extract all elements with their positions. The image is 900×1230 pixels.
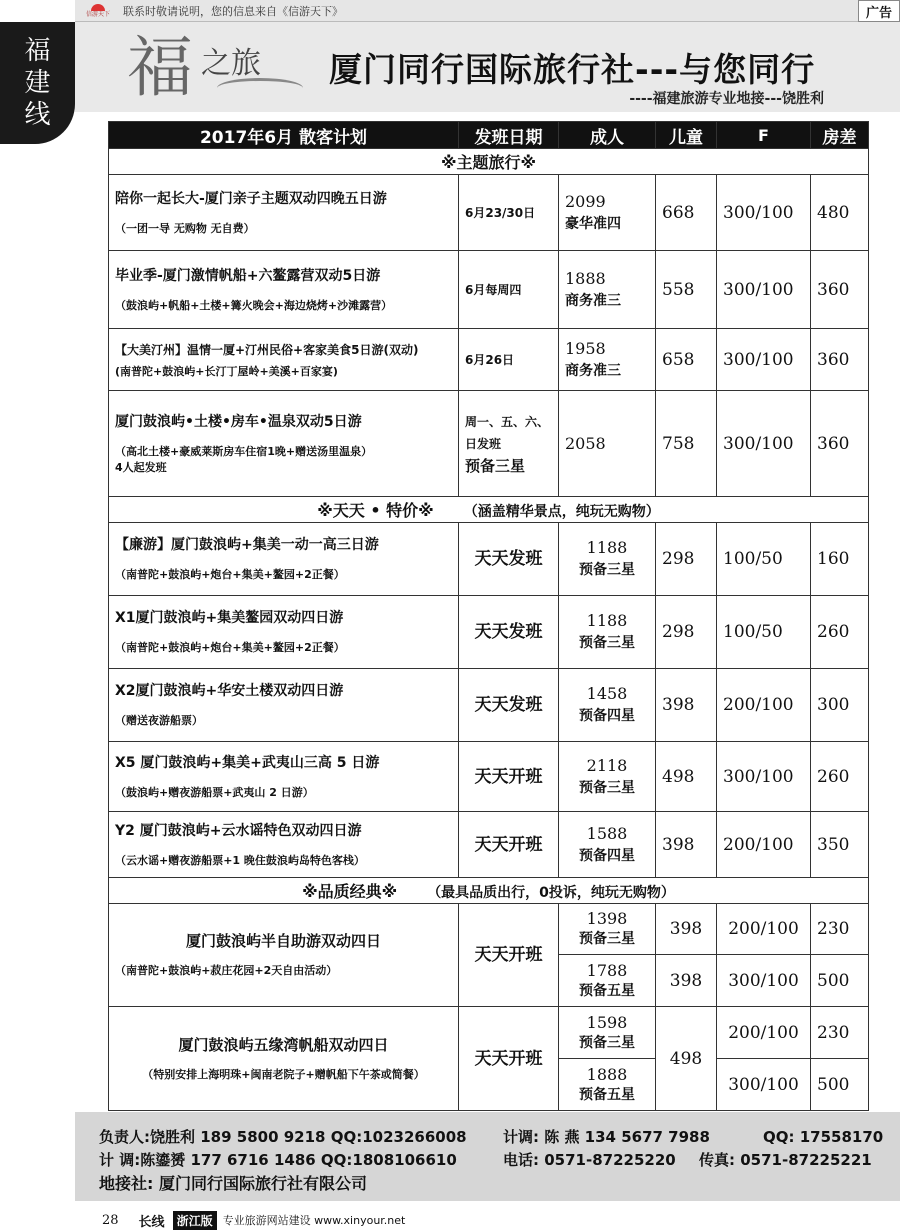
child-price: 558: [656, 251, 717, 329]
adult-price: 1788: [586, 960, 628, 980]
table-row: [109, 329, 869, 391]
adult-price: 2118: [586, 755, 628, 775]
header-plan: 2017年6月 散客计划: [109, 122, 459, 149]
table-row: [109, 251, 869, 329]
f-price: 300/100: [717, 175, 811, 251]
edition-badge: 浙江版: [173, 1211, 217, 1230]
manager-contact: 负责人:饶胜利 189 5800 9218 QQ:1023266008: [99, 1128, 467, 1146]
child-price: 398: [656, 812, 717, 878]
room-diff: 160: [811, 523, 869, 596]
tour-desc: （鼓浪屿+赠夜游船票+武夷山 2 日游）: [115, 785, 314, 799]
tour-name: 厦门鼓浪屿半自助游双动四日: [185, 932, 381, 950]
tour-desc: （一团一导 无购物 无自费）: [115, 221, 255, 235]
adult-price: 1598: [586, 1012, 628, 1032]
table-row: [109, 812, 869, 878]
tour-desc-extra: 4人起发班: [115, 460, 167, 474]
page-number: 28: [102, 1212, 119, 1228]
fax: 传真: 0571-87225221: [699, 1151, 872, 1169]
ad-label: 广告: [858, 0, 900, 22]
adult-star: 预备三星: [579, 779, 635, 796]
adult-star: 预备四星: [579, 708, 635, 724]
contact-line: [99, 1126, 900, 1149]
section-header: [109, 149, 869, 175]
header-banner: [75, 22, 900, 112]
adult-price: 1888: [565, 268, 606, 288]
adult-price: 1588: [586, 823, 628, 843]
child-price: 298: [656, 596, 717, 669]
adult-star: 预备五星: [579, 1086, 635, 1103]
adult-star: 商务准三: [565, 362, 621, 379]
adult-price: 1188: [586, 538, 628, 557]
table-row: [109, 523, 869, 596]
adult-star: 豪华准四: [565, 215, 621, 232]
tour-name: X1厦门鼓浪屿+集美鳌园双动四日游: [115, 610, 344, 626]
region-char: 线: [24, 100, 51, 130]
table-row: [109, 1007, 869, 1059]
xinyou-logo: [81, 2, 115, 20]
tour-date: 天天开班: [459, 812, 559, 878]
tour-desc: (南普陀+鼓浪屿+长汀丁屋岭+美溪+百家宴): [115, 364, 338, 378]
planner-contact: 计调: 陈 燕 134 5677 7988: [503, 1128, 710, 1146]
tour-desc: （特别安排上海明珠+闽南老院子+赠帆船下午茶或简餐）: [142, 1067, 425, 1081]
table-row: [109, 175, 869, 251]
adult-price: 2058: [565, 433, 606, 453]
phone: 电话: 0571-87225220: [503, 1151, 676, 1169]
header-adult: 成人: [559, 122, 656, 149]
tour-date: 周一、五、六、日发班: [465, 414, 550, 451]
child-price: 658: [656, 329, 717, 391]
adult-star: 预备四星: [579, 847, 635, 864]
source-notice: 联系时敬请说明，您的信息来自《信游天下》: [123, 4, 343, 18]
tour-date: 天天开班: [459, 1007, 559, 1111]
section-title: ※天天 • 特价※: [317, 501, 434, 520]
cloud-swirl-icon: [217, 78, 303, 98]
tour-date: 天天开班: [459, 742, 559, 812]
section-note: （涵盖精华景点，纯玩无购物）: [463, 504, 660, 520]
tour-desc: （鼓浪屿+帆船+土楼+篝火晚会+海边烧烤+沙滩露营）: [115, 298, 393, 312]
section-title: ※主题旅行※: [440, 153, 537, 172]
f-price: 300/100: [717, 251, 811, 329]
section-header: [109, 878, 869, 904]
room-diff: 350: [811, 812, 869, 878]
f-price: 300/100: [717, 742, 811, 812]
brand-fu: 福: [127, 29, 193, 106]
room-diff: 260: [811, 596, 869, 669]
contact-footer: [75, 1112, 900, 1201]
room-diff: 260: [811, 742, 869, 812]
child-price: 398: [656, 669, 717, 742]
f-price: 100/50: [717, 523, 811, 596]
f-price: 300/100: [717, 1059, 811, 1111]
tour-date: 天天发班: [459, 523, 559, 596]
adult-star: 预备三星: [579, 562, 635, 578]
top-bar: [75, 0, 900, 22]
adult-price: 1188: [586, 611, 628, 630]
room-diff: 230: [811, 1007, 869, 1059]
adult-star: 预备五星: [579, 982, 635, 999]
tour-name: Y2 厦门鼓浪屿+云水谣特色双动四日游: [115, 822, 362, 839]
contact-line: [99, 1149, 900, 1172]
planner-qq: QQ: 17558170: [763, 1128, 884, 1146]
room-diff: 500: [811, 955, 869, 1007]
child-price: 498: [656, 1007, 717, 1111]
tour-schedule: [108, 121, 868, 1111]
f-price: 300/100: [717, 329, 811, 391]
adult-star: 预备三星: [579, 931, 635, 947]
f-price: 200/100: [717, 812, 811, 878]
region-char: 建: [24, 68, 51, 98]
subline: ----福建旅游专业地接---饶胜利: [629, 91, 824, 107]
tour-name: 【大美汀州】温情一厦+汀州民俗+客家美食5日游(双动): [115, 342, 419, 357]
tour-name: X5 厦门鼓浪屿+集美+武夷山三高 5 日游: [115, 754, 380, 771]
table-row: [109, 596, 869, 669]
adult-star: 商务准三: [565, 292, 621, 309]
child-price: 398: [656, 955, 717, 1007]
header-room-diff: 房差: [811, 122, 869, 149]
header-f: F: [717, 122, 811, 149]
section-title: ※品质经典※: [302, 882, 398, 901]
header-date: 发班日期: [459, 122, 559, 149]
tour-name: 陪你一起长大-厦门亲子主题双动四晚五日游: [115, 190, 387, 207]
room-diff: 360: [811, 391, 869, 497]
room-diff: 230: [811, 904, 869, 955]
adult-price: 1888: [586, 1064, 628, 1084]
child-price: 498: [656, 742, 717, 812]
room-diff: 480: [811, 175, 869, 251]
brand-logo: [127, 29, 297, 106]
table-row: [109, 669, 869, 742]
tour-desc: （南普陀+鼓浪屿+炮台+集美+鳌园+2正餐）: [115, 641, 345, 654]
tour-name: X2厦门鼓浪屿+华安土楼双动四日游: [115, 683, 344, 699]
page-footer: [0, 1210, 900, 1230]
logo-text: 信游天下: [85, 10, 110, 18]
room-diff: 300: [811, 669, 869, 742]
tour-name: 厦门鼓浪屿五缘湾帆船双动四日: [178, 1035, 389, 1054]
adult-price: 1458: [586, 684, 628, 703]
section-note: （最具品质出行，0投诉，纯玩无购物）: [427, 885, 675, 901]
region-tab: [0, 22, 75, 144]
tour-name: 厦门鼓浪屿•土楼•房车•温泉双动5日游: [115, 413, 362, 430]
f-price: 100/50: [717, 596, 811, 669]
adult-price: 2099: [565, 191, 606, 211]
brand-zhilv: 之旅: [201, 46, 261, 81]
tour-name: 【廉游】厦门鼓浪屿+集美一动一高三日游: [115, 537, 379, 553]
f-price: 200/100: [717, 904, 811, 955]
planner2-contact: 计 调:陈鎏赟 177 6716 1486 QQ:1808106610: [99, 1151, 457, 1169]
tour-date: 6月26日: [459, 329, 559, 391]
tour-name: 毕业季-厦门激情帆船+六鳌露营双动5日游: [115, 267, 381, 284]
tour-date: 6月23/30日: [459, 175, 559, 251]
tour-table: [108, 121, 869, 1111]
section-header: [109, 497, 869, 523]
headline: 厦门同行国际旅行社---与您同行: [329, 50, 816, 89]
child-price: 758: [656, 391, 717, 497]
tour-desc: （高北土楼+豪威莱斯房车住宿1晚+赠送汤里温泉）: [115, 444, 373, 458]
region-char: 福: [24, 36, 51, 66]
tour-desc: （南普陀+鼓浪屿+炮台+集美+鳌园+2正餐）: [115, 568, 345, 581]
tour-date-star: 预备三星: [465, 456, 526, 475]
adult-star: 预备三星: [579, 635, 635, 651]
child-price: 668: [656, 175, 717, 251]
tour-date: 天天发班: [459, 669, 559, 742]
site-slogan: 专业旅游网站建设 www.xinyour.net: [222, 1214, 406, 1227]
f-price: 200/100: [717, 669, 811, 742]
f-price: 200/100: [717, 1007, 811, 1059]
child-price: 398: [656, 904, 717, 955]
room-diff: 360: [811, 251, 869, 329]
adult-price: 1398: [586, 909, 628, 928]
adult-star: 预备三星: [579, 1034, 635, 1051]
tour-date: 天天发班: [459, 596, 559, 669]
room-diff: 360: [811, 329, 869, 391]
header-child: 儿童: [656, 122, 717, 149]
company-name: 地接社: 厦门同行国际旅行社有限公司: [99, 1174, 367, 1193]
tour-desc: （云水谣+赠夜游船票+1 晚住鼓浪屿岛特色客栈）: [115, 853, 365, 867]
f-price: 300/100: [717, 955, 811, 1007]
tour-date: 6月每周四: [459, 251, 559, 329]
tour-desc: （赠送夜游船票）: [115, 714, 203, 727]
adult-price: 1958: [565, 338, 606, 358]
child-price: 298: [656, 523, 717, 596]
sun-icon: [91, 4, 105, 11]
tour-date: 天天开班: [459, 904, 559, 1007]
room-diff: 500: [811, 1059, 869, 1111]
table-row: [109, 904, 869, 955]
section-name: 长线: [138, 1214, 165, 1230]
table-row: [109, 391, 869, 497]
f-price: 300/100: [717, 391, 811, 497]
tour-desc: （南普陀+鼓浪屿+菽庄花园+2天自由活动）: [115, 964, 338, 977]
table-header: [109, 122, 869, 149]
table-row: [109, 742, 869, 812]
